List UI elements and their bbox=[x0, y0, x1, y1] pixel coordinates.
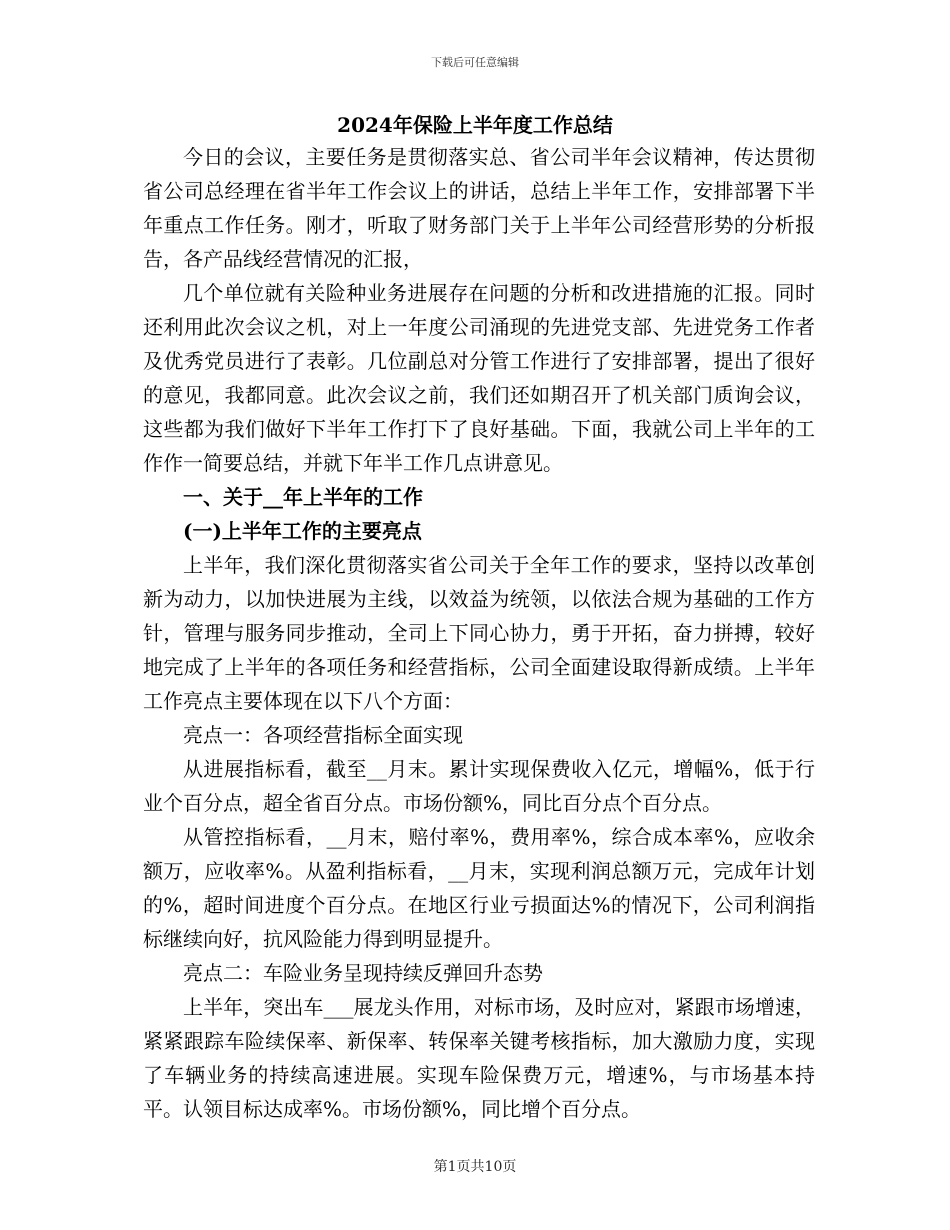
highlight-1-title: 亮点一：各项经营指标全面实现 bbox=[183, 723, 463, 747]
page-title: 2024年保险上半年度工作总结 bbox=[337, 113, 613, 137]
paragraph-auto-insurance: 上半年，突出车___展龙头作用，对标市场，及时应对，紧跟市场增速，紧紧跟踪车险续保率、新保率、转保率关键考核指标，加大激励力度，实现了车辆业务的持续高速进展。实现车险保费万元，增速%，与市场基本持平。认领目标达成率%。市场份额%，同比增个百分点。 bbox=[143, 995, 815, 1121]
highlight-2-title: 亮点二：车险业务呈现持续反弹回升态势 bbox=[183, 961, 543, 985]
paragraph-growth-indicators: 从进展指标看，截至__月末。累计实现保费收入亿元，增幅%，低于行业个百分点，超全省百分点。市场份额%，同比百分点个百分点。 bbox=[143, 757, 815, 815]
header-note: 下载后可任意编辑 bbox=[431, 56, 519, 69]
paragraph-meeting-summary: 几个单位就有关险种业务进展存在问题的分析和改进措施的汇报。同时还利用此次会议之机，对上一年度公司涌现的先进党支部、先进党务工作者及优秀党员进行了表彰。几位副总对分管工作进行了安排部署，提出了很好的意见，我都同意。此次会议之前，我们还如期召开了机关部门质询会议，这些都为我们做好下半年工作打下了良好基础。下面，我就公司上半年的工作作一简要总结，并就下年半工作几点讲意见。 bbox=[143, 281, 815, 475]
subsection-heading-1: (一)上半年工作的主要亮点 bbox=[183, 519, 422, 543]
document-body bbox=[143, 140, 815, 1126]
paragraph-intro: 今日的会议，主要任务是贯彻落实总、省公司半年会议精神，传达贯彻省公司总经理在省半年工作会议上的讲话，总结上半年工作，安排部署下半年重点工作任务。刚才，听取了财务部门关于上半年公司经营形势的分析报告，各产品线经营情况的汇报， bbox=[143, 145, 815, 271]
section-heading-1: 一、关于__年上半年的工作 bbox=[183, 485, 423, 509]
paragraph-overview: 上半年，我们深化贯彻落实省公司关于全年工作的要求，坚持以改革创新为动力，以加快进展为主线，以效益为统领，以依法合规为基础的工作方针，管理与服务同步推动，全司上下同心协力，勇于开拓，奋力拼搏，较好地完成了上半年的各项任务和经营指标，公司全面建设取得新成绩。上半年工作亮点主要体现在以下八个方面： bbox=[143, 553, 815, 713]
page-number: 第1页共10页 bbox=[433, 1159, 517, 1175]
paragraph-control-indicators: 从管控指标看，__月末，赔付率%，费用率%，综合成本率%，应收余额万，应收率%。从盈利指标看，__月末，实现利润总额万元，完成年计划的%，超时间进度个百分点。在地区行业亏损面达%的情况下，公司利润指标继续向好，抗风险能力得到明显提升。 bbox=[143, 825, 815, 951]
